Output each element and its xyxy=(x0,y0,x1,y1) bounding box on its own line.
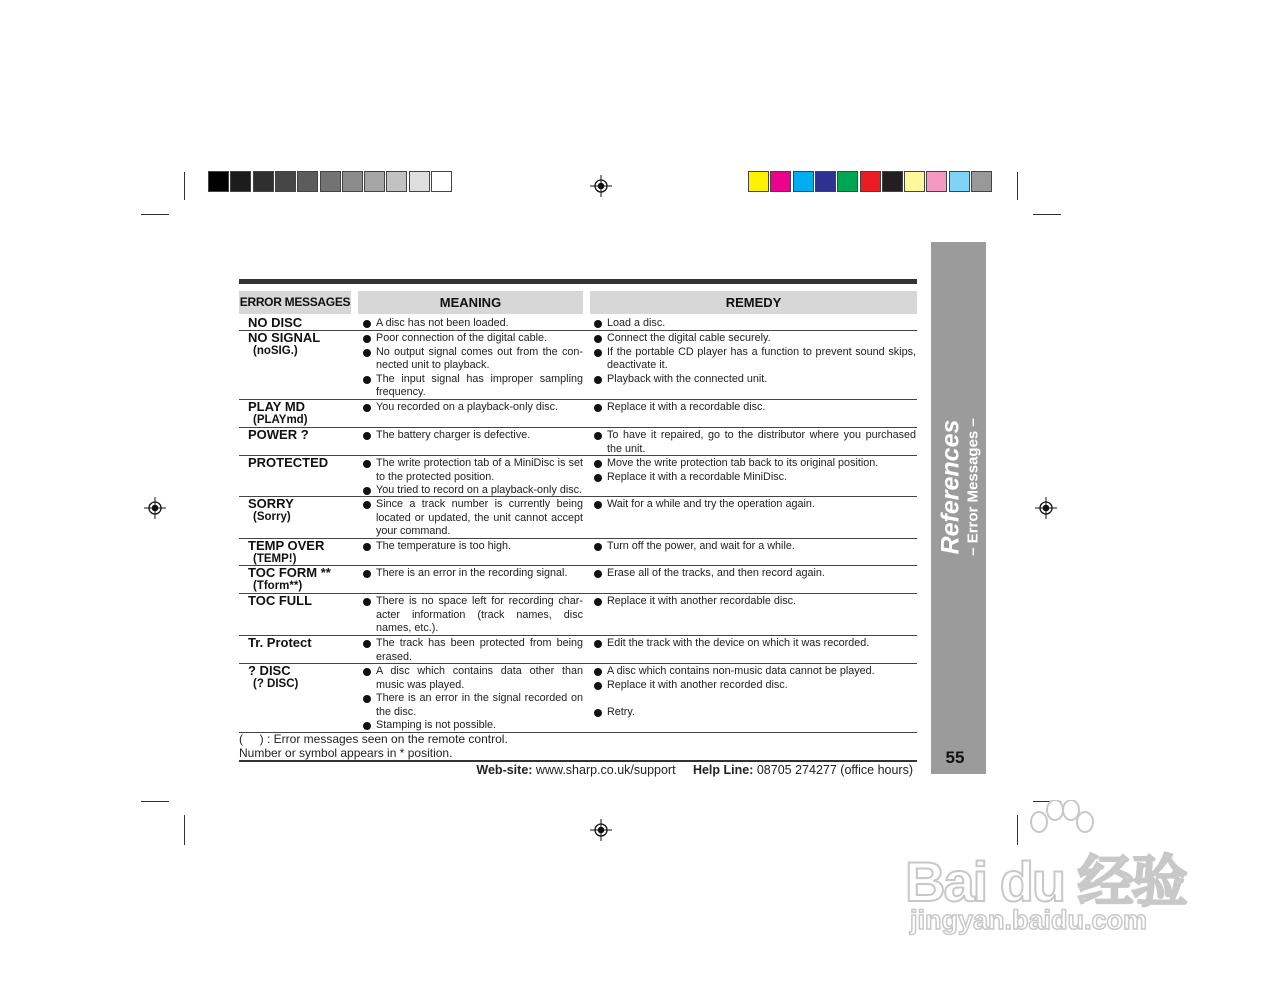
bullet-icon xyxy=(363,722,371,730)
meaning-text: There is an error in the recording signal. xyxy=(376,567,568,579)
color-swatch xyxy=(904,171,925,192)
error-code: PROTECTED xyxy=(248,455,329,470)
table-row xyxy=(239,636,917,664)
meaning-item xyxy=(363,665,583,692)
table-bottom-rule xyxy=(239,760,917,762)
website-label: Web-site: xyxy=(476,763,533,777)
gray-swatch xyxy=(431,171,452,192)
side-tab-text xyxy=(931,242,986,732)
color-swatch xyxy=(860,171,881,192)
remote-display-code: (TEMP!) xyxy=(253,553,297,565)
remote-display-code: (PLAYmd) xyxy=(253,414,308,426)
table-row xyxy=(239,664,917,733)
bullet-icon xyxy=(594,460,602,468)
remedy-text: If the portable CD player has a function to prevent sound skips, deactivate it. xyxy=(607,345,916,371)
remedy-cell xyxy=(594,401,916,415)
meaning-cell xyxy=(363,567,583,581)
error-message xyxy=(248,539,324,566)
meaning-item xyxy=(363,692,583,719)
error-message xyxy=(248,664,298,691)
gray-swatch xyxy=(253,171,274,192)
meaning-cell xyxy=(363,332,583,400)
bullet-icon xyxy=(594,598,602,606)
watermark-url: jingyan.baidu.com xyxy=(910,905,1148,935)
meaning-item xyxy=(363,484,583,498)
meaning-text: You tried to record on a playback-only disc. xyxy=(376,484,583,496)
bullet-icon xyxy=(594,570,602,578)
meaning-text: A disc which contains data other than music was played. xyxy=(376,665,583,691)
registration-mark-icon xyxy=(1035,497,1057,519)
table-row xyxy=(239,456,917,497)
remedy-cell xyxy=(594,332,916,386)
color-swatch xyxy=(971,171,992,192)
table-row xyxy=(239,428,917,456)
meaning-text: Poor connection of the digital cable. xyxy=(376,332,548,344)
meaning-item xyxy=(363,457,583,484)
meaning-item xyxy=(363,317,583,331)
registration-mark-icon xyxy=(144,497,166,519)
remedy-cell xyxy=(594,665,916,719)
gray-swatch xyxy=(275,171,296,192)
bullet-icon xyxy=(594,432,602,440)
website-link[interactable]: www.sharp.co.uk/support xyxy=(535,763,676,777)
remedy-cell xyxy=(594,637,916,651)
error-message xyxy=(248,331,320,358)
remedy-item xyxy=(594,706,916,720)
meaning-item xyxy=(363,540,583,554)
meaning-cell xyxy=(363,457,583,498)
error-message xyxy=(248,636,312,650)
table-row xyxy=(239,497,917,539)
error-code: ? DISC xyxy=(248,663,291,678)
footnotes xyxy=(239,733,508,760)
remedy-item xyxy=(594,317,916,331)
bullet-icon xyxy=(594,376,602,384)
crop-mark xyxy=(141,801,169,802)
bullet-icon xyxy=(594,501,602,509)
registration-mark-icon xyxy=(590,175,612,197)
meaning-cell xyxy=(363,429,583,443)
helpline-label: Help Line: xyxy=(692,763,754,777)
remedy-item xyxy=(594,595,916,609)
gray-swatch xyxy=(364,171,385,192)
registration-mark-icon xyxy=(590,819,612,841)
side-tab-subtitle: – Error Messages – xyxy=(964,418,981,556)
remedy-cell xyxy=(594,457,916,484)
error-message xyxy=(248,316,302,330)
bullet-icon xyxy=(363,349,371,357)
meaning-text: The input signal has improper sampling frequency. xyxy=(376,372,583,398)
crop-mark xyxy=(184,172,185,200)
page-number: 55 xyxy=(945,748,965,767)
bullet-icon xyxy=(594,474,602,482)
watermark-logo-text: Bai du 经验 xyxy=(905,850,1186,913)
error-code: TOC FULL xyxy=(248,593,313,608)
remedy-text: Move the write protection tab back to its original position. xyxy=(607,457,879,469)
remedy-text: Turn off the power, and wait for a while. xyxy=(607,540,795,552)
meaning-text: A disc has not been loaded. xyxy=(376,317,509,329)
bullet-icon xyxy=(363,335,371,343)
gray-swatch xyxy=(230,171,251,192)
gray-swatch xyxy=(386,171,407,192)
remedy-text: A disc which contains non-music data cannot be played. xyxy=(607,665,875,677)
meaning-item xyxy=(363,567,583,581)
gray-swatch xyxy=(297,171,318,192)
error-code: POWER ? xyxy=(248,427,309,442)
gray-swatch xyxy=(409,171,430,192)
bullet-icon xyxy=(363,640,371,648)
meaning-cell xyxy=(363,498,583,539)
remedy-text: Load a disc. xyxy=(607,317,666,329)
meaning-text: No output signal comes out from the con-nected unit to playback. xyxy=(376,345,583,371)
table-row xyxy=(239,594,917,636)
meaning-cell xyxy=(363,317,583,331)
meaning-item xyxy=(363,498,583,539)
header-error-messages: ERROR MESSAGES xyxy=(239,291,351,314)
crop-mark xyxy=(184,815,185,845)
remedy-cell xyxy=(594,540,916,554)
remote-display-code: (? DISC) xyxy=(253,678,299,690)
meaning-cell xyxy=(363,540,583,554)
table-row xyxy=(239,566,917,594)
contact-line xyxy=(476,763,913,777)
color-swatch xyxy=(926,171,947,192)
remedy-item xyxy=(594,346,916,373)
error-code: PLAY MD xyxy=(248,399,306,414)
color-swatch xyxy=(815,171,836,192)
color-swatch xyxy=(748,171,769,192)
remedy-text: Replace it with a recordable MiniDisc. xyxy=(607,470,788,483)
crop-mark xyxy=(1033,214,1061,215)
bullet-icon xyxy=(594,682,602,690)
bullet-icon xyxy=(363,404,371,412)
remedy-text: Replace it with another recordable disc. xyxy=(607,595,797,607)
error-code: TEMP OVER xyxy=(248,538,325,553)
meaning-text: The track has been protected from being erased. xyxy=(376,637,583,663)
meaning-item xyxy=(363,595,583,636)
bullet-icon xyxy=(363,432,371,440)
error-code: NO DISC xyxy=(248,315,303,330)
error-message xyxy=(248,497,294,524)
bullet-icon xyxy=(594,543,602,551)
crop-mark xyxy=(1017,172,1018,200)
meaning-item xyxy=(363,719,583,733)
bullet-icon xyxy=(363,501,371,509)
remedy-item xyxy=(594,401,916,415)
color-swatch xyxy=(770,171,791,192)
header-remedy: REMEDY xyxy=(590,291,917,314)
meaning-item xyxy=(363,401,583,415)
remedy-cell xyxy=(594,317,916,331)
color-swatch xyxy=(793,171,814,192)
error-message xyxy=(248,428,309,442)
table-row xyxy=(239,316,917,331)
bullet-icon xyxy=(363,570,371,578)
remote-display-code: (Sorry) xyxy=(253,511,291,523)
remedy-item xyxy=(594,457,916,471)
error-message xyxy=(248,456,328,470)
bullet-icon xyxy=(594,668,602,676)
remedy-item xyxy=(594,679,916,693)
color-swatch xyxy=(882,171,903,192)
table-top-rule xyxy=(239,279,917,284)
bullet-icon xyxy=(363,543,371,551)
error-message xyxy=(248,400,308,427)
bullet-icon xyxy=(363,320,371,328)
gray-swatch xyxy=(208,171,229,192)
bullet-icon xyxy=(594,335,602,343)
baidu-watermark xyxy=(905,800,1215,950)
bullet-icon xyxy=(363,598,371,606)
meaning-text: The temperature is too high. xyxy=(376,540,512,552)
remote-display-code: (noSIG.) xyxy=(253,345,298,357)
meaning-text: Stamping is not possible. xyxy=(376,719,497,731)
remedy-text: To have it repaired, go to the distributor where you purchased the unit. xyxy=(607,429,916,455)
gray-swatch xyxy=(342,171,363,192)
meaning-text: There is no space left for recording char-acter information (track names, disc names, etc.). xyxy=(376,595,583,634)
bullet-icon xyxy=(594,709,602,717)
meaning-cell xyxy=(363,637,583,664)
bullet-icon xyxy=(363,695,371,703)
remedy-item xyxy=(594,471,916,485)
remedy-item xyxy=(594,373,916,387)
table-row xyxy=(239,331,917,400)
meaning-text: The battery charger is defective. xyxy=(376,429,531,441)
remedy-text: Edit the track with the device on which it was recorded. xyxy=(607,637,870,649)
remedy-cell xyxy=(594,498,916,512)
error-code: NO SIGNAL xyxy=(248,330,321,345)
table-row xyxy=(239,539,917,566)
bullet-icon xyxy=(594,404,602,412)
meaning-item xyxy=(363,346,583,373)
meaning-item xyxy=(363,373,583,400)
remedy-text: Wait for a while and try the operation again. xyxy=(607,498,815,510)
error-code: Tr. Protect xyxy=(248,635,312,650)
meaning-text: You recorded on a playback-only disc. xyxy=(376,401,559,413)
remote-display-code: (Tform**) xyxy=(253,580,303,592)
remedy-cell xyxy=(594,567,916,581)
remedy-cell xyxy=(594,595,916,609)
bullet-icon xyxy=(363,460,371,468)
gray-swatch xyxy=(320,171,341,192)
error-message xyxy=(248,594,312,608)
footnote-position: Number or symbol appears in * position. xyxy=(239,745,453,760)
remedy-text: Erase all of the tracks, and then record again. xyxy=(607,567,825,579)
bullet-icon xyxy=(363,668,371,676)
side-tab-title: References xyxy=(936,419,964,555)
error-message xyxy=(248,566,331,593)
meaning-item xyxy=(363,332,583,346)
meaning-cell xyxy=(363,401,583,415)
remedy-item xyxy=(594,332,916,346)
meaning-item xyxy=(363,429,583,443)
meaning-text: There is an error in the signal recorded on the disc. xyxy=(376,692,583,718)
meaning-text: Since a track number is currently being located or updated, the unit cannot accept your command. xyxy=(376,498,583,537)
bullet-icon xyxy=(363,487,371,495)
footnote-remote: ( ) : Error messages seen on the remote control. xyxy=(239,732,508,746)
error-code: TOC FORM ** xyxy=(248,565,331,580)
meaning-text: The write protection tab of a MiniDisc is set to the protected position. xyxy=(376,457,583,483)
bullet-icon xyxy=(594,640,602,648)
remedy-text: Connect the digital cable securely. xyxy=(607,332,771,344)
remedy-item xyxy=(594,498,916,512)
table-row xyxy=(239,400,917,428)
remedy-item xyxy=(594,567,916,581)
header-meaning: MEANING xyxy=(358,291,583,314)
remedy-item xyxy=(594,665,916,679)
bullet-icon xyxy=(594,349,602,357)
remedy-item xyxy=(594,429,916,456)
meaning-cell xyxy=(363,595,583,636)
bullet-icon xyxy=(594,320,602,328)
helpline-number: 08705 274277 (office hours) xyxy=(756,763,913,777)
remedy-item xyxy=(594,637,916,651)
remedy-item xyxy=(594,540,916,554)
error-code: SORRY xyxy=(248,496,294,511)
color-swatch xyxy=(949,171,970,192)
meaning-item xyxy=(363,637,583,664)
remedy-text: Replace it with a recordable disc. xyxy=(607,401,766,413)
remedy-text: Retry. xyxy=(607,705,635,718)
remedy-text: Playback with the connected unit. xyxy=(607,372,768,385)
remedy-text: Replace it with another recorded disc. xyxy=(607,678,788,691)
crop-mark xyxy=(141,214,169,215)
color-swatch xyxy=(837,171,858,192)
bullet-icon xyxy=(363,376,371,384)
remedy-cell xyxy=(594,429,916,456)
meaning-cell xyxy=(363,665,583,733)
